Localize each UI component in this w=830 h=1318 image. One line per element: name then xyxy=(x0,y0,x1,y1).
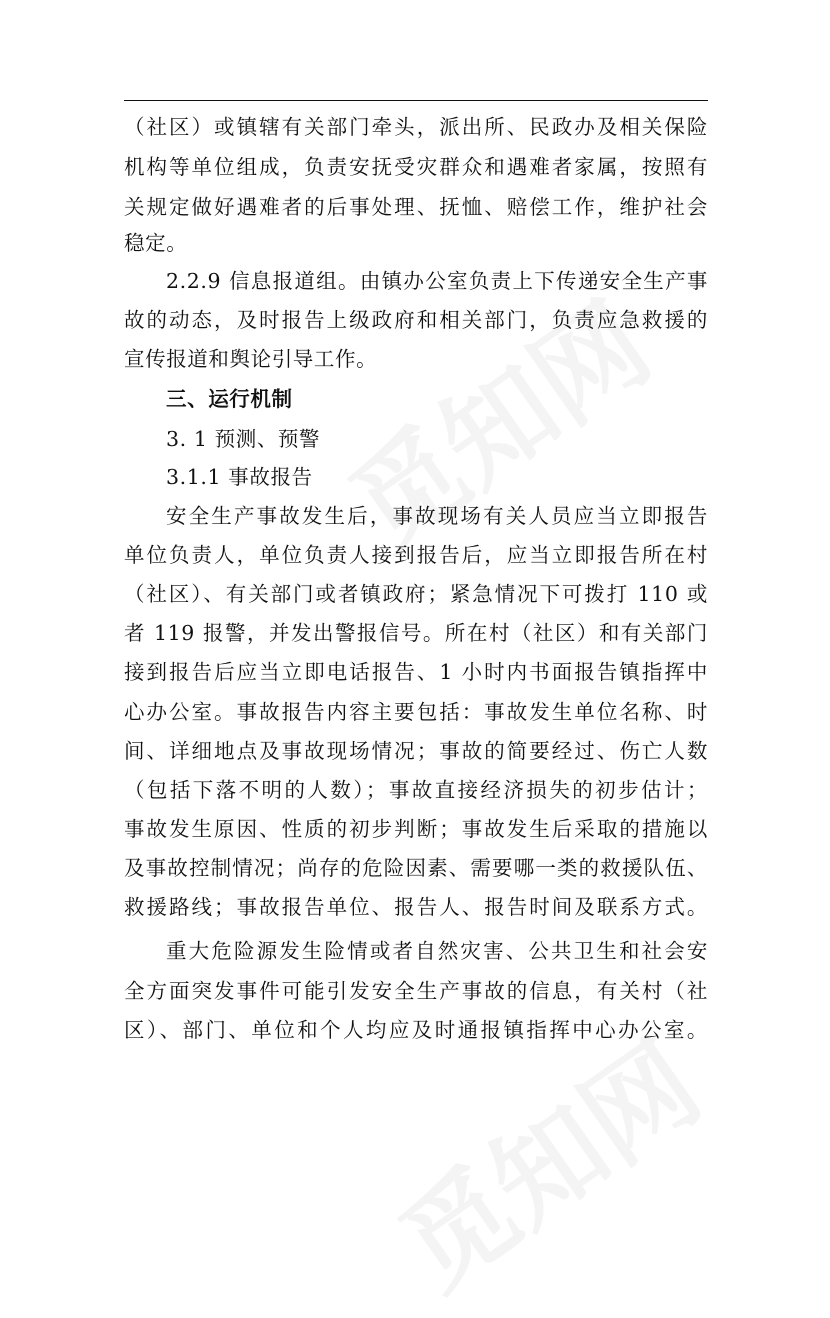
section-heading: 三、运行机制 xyxy=(166,387,293,411)
text-line: 心办公室。事故报告内容主要包括：事故发生单位名称、时 xyxy=(124,700,708,724)
text-line: 及事故控制情况；尚存的危险因素、需要哪一类的救援队伍、 xyxy=(124,856,708,880)
text-line: 者 119 报警，并发出警报信号。所在村（社区）和有关部门 xyxy=(124,621,708,645)
text-line: 单位负责人，单位负责人接到报告后，应当立即报告所在村 xyxy=(124,543,708,567)
text-line: 宣传报道和舆论引导工作。 xyxy=(124,347,378,371)
text-line: （社区）、有关部门或者镇政府；紧急情况下可拨打 110 或 xyxy=(124,582,708,606)
watermark xyxy=(365,1000,726,1318)
text-line: （社区）或镇辖有关部门牵头，派出所、民政办及相关保险 xyxy=(124,115,708,139)
text-line: 接到报告后应当立即电话报告、1 小时内书面报告镇指挥中 xyxy=(124,660,708,684)
text-line: 2.2.9 信息报道组。由镇办公室负责上下传递安全生产事 xyxy=(166,269,708,293)
text-line: 故的动态，及时报告上级政府和相关部门，负责应急救援的 xyxy=(124,308,708,332)
text-line: 机构等单位组成，负责安抚受灾群众和遇难者家属，按照有 xyxy=(124,155,708,179)
text-line: 间、详细地点及事故现场情况；事故的简要经过、伤亡人数 xyxy=(124,739,708,763)
text-line: 救援路线；事故报告单位、报告人、报告时间及联系方式。 xyxy=(124,895,708,919)
subsection-heading: 3. 1 预测、预警 xyxy=(166,427,321,451)
header-rule xyxy=(124,100,708,101)
text-line: 区）、部门、单位和个人均应及时通报镇指挥中心办公室。 xyxy=(124,1018,708,1042)
text-line: 重大危险源发生险情或者自然灾害、公共卫生和社会安 xyxy=(166,939,708,963)
subsubsection-heading: 3.1.1 事故报告 xyxy=(166,465,313,489)
text-line: 稳定。 xyxy=(124,231,188,255)
text-line: 事故发生原因、性质的初步判断；事故发生后采取的措施以 xyxy=(124,817,708,841)
text-line: （包括下落不明的人数）；事故直接经济损失的初步估计； xyxy=(124,778,708,802)
text-line: 关规定做好遇难者的后事处理、抚恤、赔偿工作，维护社会 xyxy=(124,195,708,219)
text-line: 全方面突发事件可能引发安全生产事故的信息，有关村（社 xyxy=(124,979,708,1003)
text-line: 安全生产事故发生后，事故现场有关人员应当立即报告 xyxy=(166,504,708,528)
